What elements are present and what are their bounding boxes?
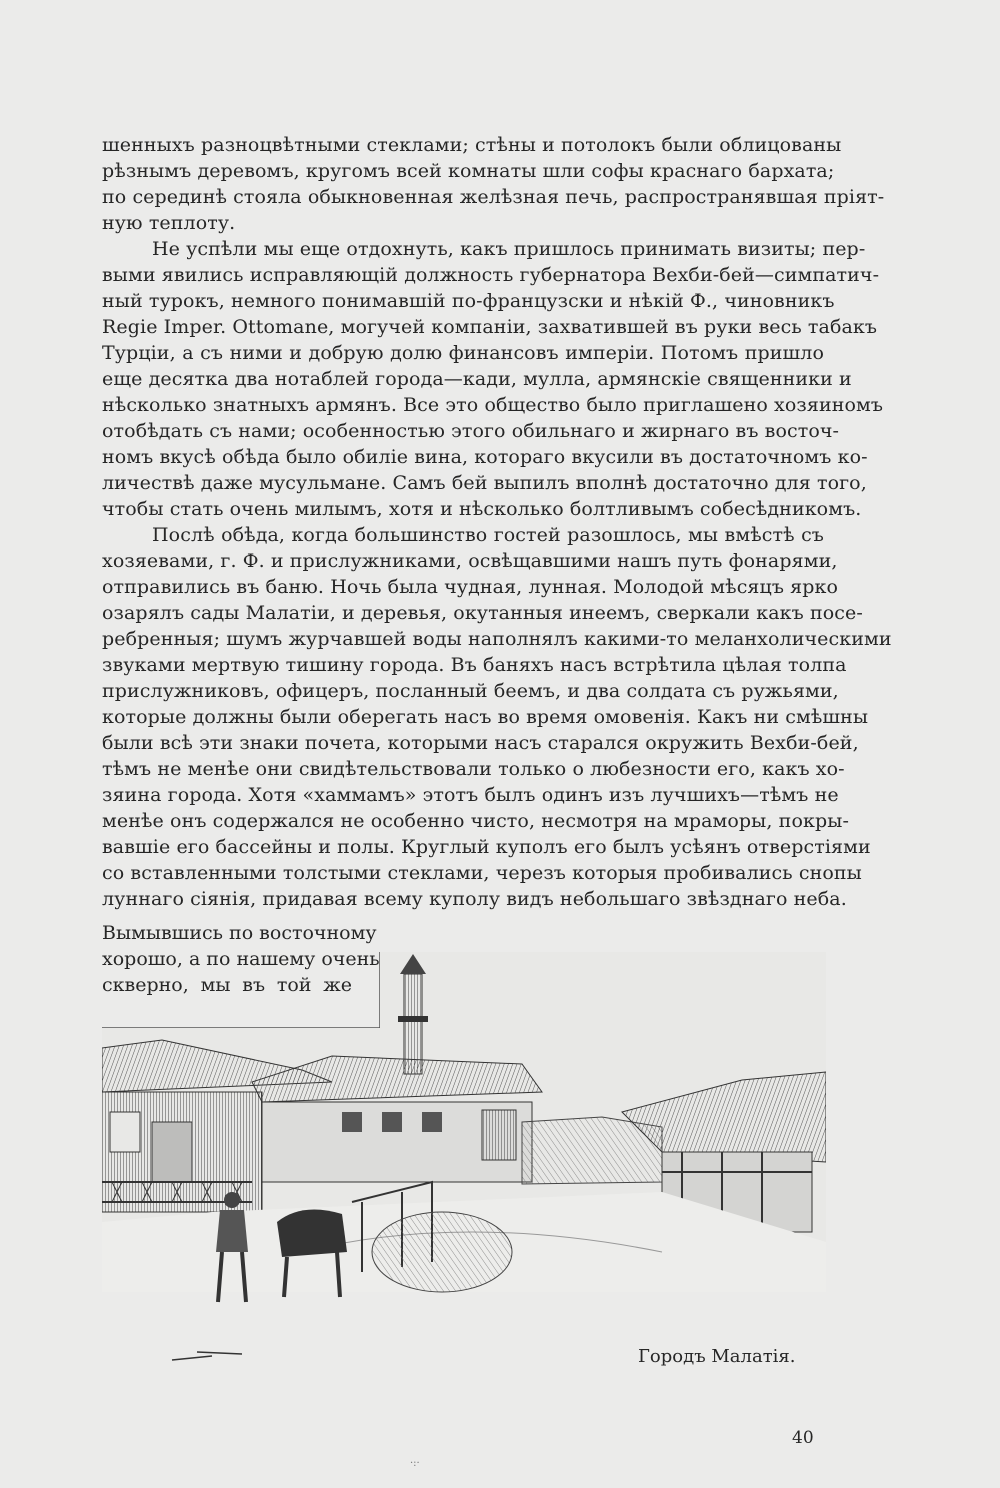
text-line: Не успѣли мы еще отдохнуть, какъ пришлось принимать визиты; пер- (152, 238, 866, 260)
text-line: были всѣ эти знаки почета, которыми насъ старался окружить Вехби-бей, (102, 732, 859, 754)
text-line: звуками мертвую тишину города. Въ баняхъ насъ встрѣтила цѣлая толпа (102, 654, 847, 676)
text-line: скверно, мы въ той же (102, 974, 352, 996)
text-line: выми явились исправляющій должность губернатора Вехби-бей—симпатич- (102, 264, 880, 286)
text-line: личествѣ даже мусульмане. Самъ бей выпилъ вполнѣ достаточно для того, (102, 472, 867, 494)
text-line: ный турокъ, немного понимавшій по-французски и нѣкій Ф., чиновникъ (102, 290, 835, 312)
text-line: Турціи, а съ ними и добрую долю финансовъ имперіи. Потомъ пришло (102, 342, 824, 364)
street-engraving (102, 952, 826, 1372)
text-line: которые должны были оберегать насъ во время омовенія. Какъ ни смѣшны (102, 706, 869, 728)
text-line: менѣе онъ содержался не особенно чисто, несмотря на мраморы, покры- (102, 810, 849, 832)
text-line: еще десятка два нотаблей города—кади, мулла, армянскіе священники и (102, 368, 852, 390)
page-number: 40 (792, 1428, 814, 1448)
text-line: Regie Imper. Ottomane, могучей компаніи, захватившей въ руки весь табакъ (102, 316, 878, 338)
text-line: рѣзнымъ деревомъ, кругомъ всей комнаты шли софы краснаго бархата; (102, 160, 835, 182)
text-line: Послѣ обѣда, когда большинство гостей разошлось, мы вмѣстѣ съ (152, 524, 824, 546)
text-line: зяина города. Хотя «хаммамъ» этотъ былъ одинъ изъ лучшихъ—тѣмъ не (102, 784, 839, 806)
illustration-caption: Городъ Малатія. (638, 1346, 796, 1367)
text-line: по серединѣ стояла обыкновенная желѣзная печь, распространявшая пріят- (102, 186, 885, 208)
text-line: луннаго сіянія, придавая всему куполу видъ небольшаго звѣзднаго неба. (102, 888, 847, 910)
body-text (102, 132, 892, 912)
text-line: отобѣдать съ нами; особенностью этого обильнаго и жирнаго въ восточ- (102, 420, 840, 442)
print-speck: ·:· (410, 1458, 420, 1469)
text-line: тѣмъ не менѣе они свидѣтельствовали только о любезности его, какъ хо- (102, 758, 845, 780)
text-line: Вымывшись по восточному (102, 922, 377, 944)
text-line: отправились въ баню. Ночь была чудная, лунная. Молодой мѣсяцъ ярко (102, 576, 839, 598)
text-line: хорошо, а по нашему очень (102, 948, 380, 970)
text-line: чтобы стать очень милымъ, хотя и нѣсколько болтливымъ собесѣдникомъ. (102, 498, 862, 520)
text-line: нѣсколько знатныхъ армянъ. Все это общество было приглашено хозяиномъ (102, 394, 884, 416)
text-line: номъ вкусѣ обѣда было обиліе вина, котораго вкусили въ достаточномъ ко- (102, 446, 868, 468)
text-line: хозяевами, г. Ф. и прислужниками, освѣщавшими нашъ путь фонарями, (102, 550, 838, 572)
text-line: прислужниковъ, офицеръ, посланный беемъ, и два солдата съ ружьями, (102, 680, 839, 702)
text-line: вавшіе его бассейны и полы. Круглый куполъ его былъ усѣянъ отверстіями (102, 836, 871, 858)
text-line: озарялъ сады Малатіи, и деревья, окутанныя инеемъ, сверкали какъ посе- (102, 602, 863, 624)
text-line: ную теплоту. (102, 212, 236, 234)
text-line: со вставленными толстыми стеклами, черезъ которыя пробивались снопы (102, 862, 862, 884)
text-line: шенныхъ разноцвѣтными стеклами; стѣны и потолокъ были облицованы (102, 134, 842, 156)
text-line: ребренныя; шумъ журчавшей воды наполнялъ какими-то меланхолическими (102, 628, 892, 650)
